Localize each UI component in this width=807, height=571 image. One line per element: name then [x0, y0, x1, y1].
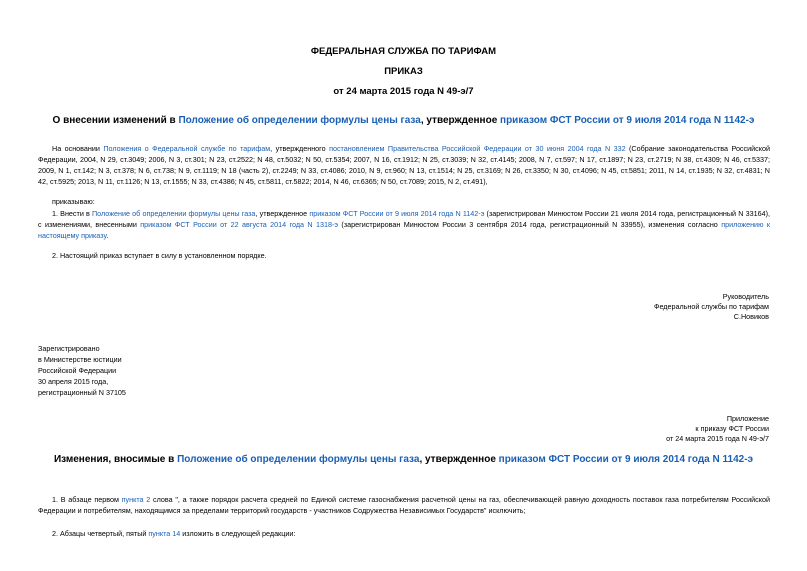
registration-line-2: в Министерстве юстиции [38, 355, 122, 364]
preamble-link-regulation[interactable]: Положения о Федеральной службе по тарифам [103, 144, 271, 153]
item-1-text-5: . [106, 231, 109, 240]
appendix-line-3: от 24 марта 2015 года N 49-э/7 [666, 434, 769, 443]
doc-type-heading: ПРИКАЗ [384, 66, 423, 77]
title-link-regulation[interactable]: Положение об определении формулы цены газа [178, 115, 421, 126]
title-middle: , утвержденное [420, 115, 501, 126]
change-1-text-2: слова ", а также порядок расчета средней по Единой системе газоснабжения расчетной цены на газ, обеспечивающей равную доходность поставок газа потребителям Российской Федерации и потребителям, находящимся за пределами территорий государств - участников Содружества Независимых Государств" исключить; [38, 495, 770, 515]
changes-title-prefix: Изменения, вносимые в [53, 454, 178, 465]
title-prefix: О внесении изменений в [52, 115, 179, 126]
change-1-text-1: 1. В абзаце первом [52, 495, 122, 504]
changes-title-link-order[interactable]: приказом ФСТ России от 9 июля 2014 года N 1142-э [498, 454, 754, 465]
decree-word: приказываю: [52, 197, 95, 206]
signature-agency: Федеральной службы по тарифам [654, 302, 769, 311]
appendix-block [469, 414, 769, 444]
item-1-link-appendix[interactable]: приложению к настоящему приказу [38, 220, 770, 240]
change-1-paragraph [38, 494, 770, 516]
changes-title [0, 454, 807, 465]
signature-name: С.Новиков [733, 312, 769, 321]
document-title [0, 115, 807, 126]
signature-block [469, 292, 769, 322]
registration-line-5: регистрационный N 37105 [38, 388, 126, 397]
change-2-text-1: 2. Абзацы четвертый, пятый [52, 529, 149, 538]
item-1-link-order-1142[interactable]: приказом ФСТ России от 9 июля 2014 года N 1142-э [309, 209, 485, 218]
item-1-link-order-1318[interactable]: приказом ФСТ России от 22 августа 2014 года N 1318-э [140, 220, 339, 229]
registration-line-4: 30 апреля 2015 года, [38, 377, 109, 386]
change-1-link-clause-2[interactable]: пункта 2 [121, 495, 151, 504]
registration-line-3: Российской Федерации [38, 366, 117, 375]
item-1-link-regulation[interactable]: Положение об определении формулы цены газа [92, 209, 256, 218]
agency-heading: ФЕДЕРАЛЬНАЯ СЛУЖБА ПО ТАРИФАМ [310, 46, 497, 57]
item-1-text-4: (зарегистрирован Минюстом России 3 сентября 2014 года, регистрационный N 33955), изменения согласно [338, 220, 722, 229]
registration-block [38, 343, 338, 398]
preamble-text-3: (Собрание законодательства Российской Федерации, 2004, N 29, ст.3049; 2006, N 3, ст.301; N 23, ст.2522; N 48, ст.5032; N 50, ст.5354; 2007, N 16, ст.1912; N 25, ст.3039; N 32, ст.4145; 2008, N 7, ст.597; N 17, ст.1897; N 23, ст.2719; N 38, ст.4309; N 46, ст.5337; 2009, N 1, ст.142; N 3, ст.378; N 6, ст.738; N 9, ст.1119; N 18 (часть 2), ст.2249; N 33, ст.4086; 2010, N 9, ст.960; N 13, ст.1514; N 25, ст.3169; N 26, ст.3350; N 30, ст.4096; N 45, ст.5851; 2011, N 14, ст.1935; N 32, ст.4831; N 42, ст.5925; 2013, N 11, ст.1126; N 13, ст.1555; N 33, ст.4386; N 45, ст.5811, ст.5822; 2014, N 46, ст.6365; N 50, ст.7089; 2015, N 2, ст.491), [38, 144, 770, 186]
item-1-paragraph [38, 208, 770, 241]
doc-date-number: от 24 марта 2015 года N 49-э/7 [333, 86, 474, 97]
preamble-text-2: , утвержденного [270, 144, 330, 153]
appendix-line-2: к приказу ФСТ России [695, 424, 769, 433]
changes-title-link-regulation[interactable]: Положение об определении формулы цены газа [177, 454, 420, 465]
registration-line-1: Зарегистрировано [38, 344, 100, 353]
item-1-text-3: (зарегистрирован Минюстом России 21 июля 2014 года, регистрационный N 33164), с изменениями, внесенными [38, 209, 770, 229]
item-1-text-2: , утвержденное [255, 209, 310, 218]
item-2-paragraph: 2. Настоящий приказ вступает в силу в установленном порядке. [52, 251, 267, 260]
change-2-paragraph [52, 528, 295, 539]
signature-title: Руководитель [722, 292, 769, 301]
preamble-link-resolution[interactable]: постановлением Правительства Российской Федерации от 30 июня 2004 года N 332 [329, 144, 626, 153]
preamble-paragraph [38, 143, 770, 187]
item-1-text-1: 1. Внести в [52, 209, 93, 218]
changes-title-middle: , утвержденное [419, 454, 499, 465]
title-link-order[interactable]: приказом ФСТ России от 9 июля 2014 года N 1142-э [500, 115, 755, 126]
change-2-text-2: изложить в следующей редакции: [180, 529, 296, 538]
preamble-text-1: На основании [52, 144, 104, 153]
change-2-link-clause-14[interactable]: пункта 14 [148, 529, 181, 538]
appendix-line-1: Приложение [726, 414, 769, 423]
